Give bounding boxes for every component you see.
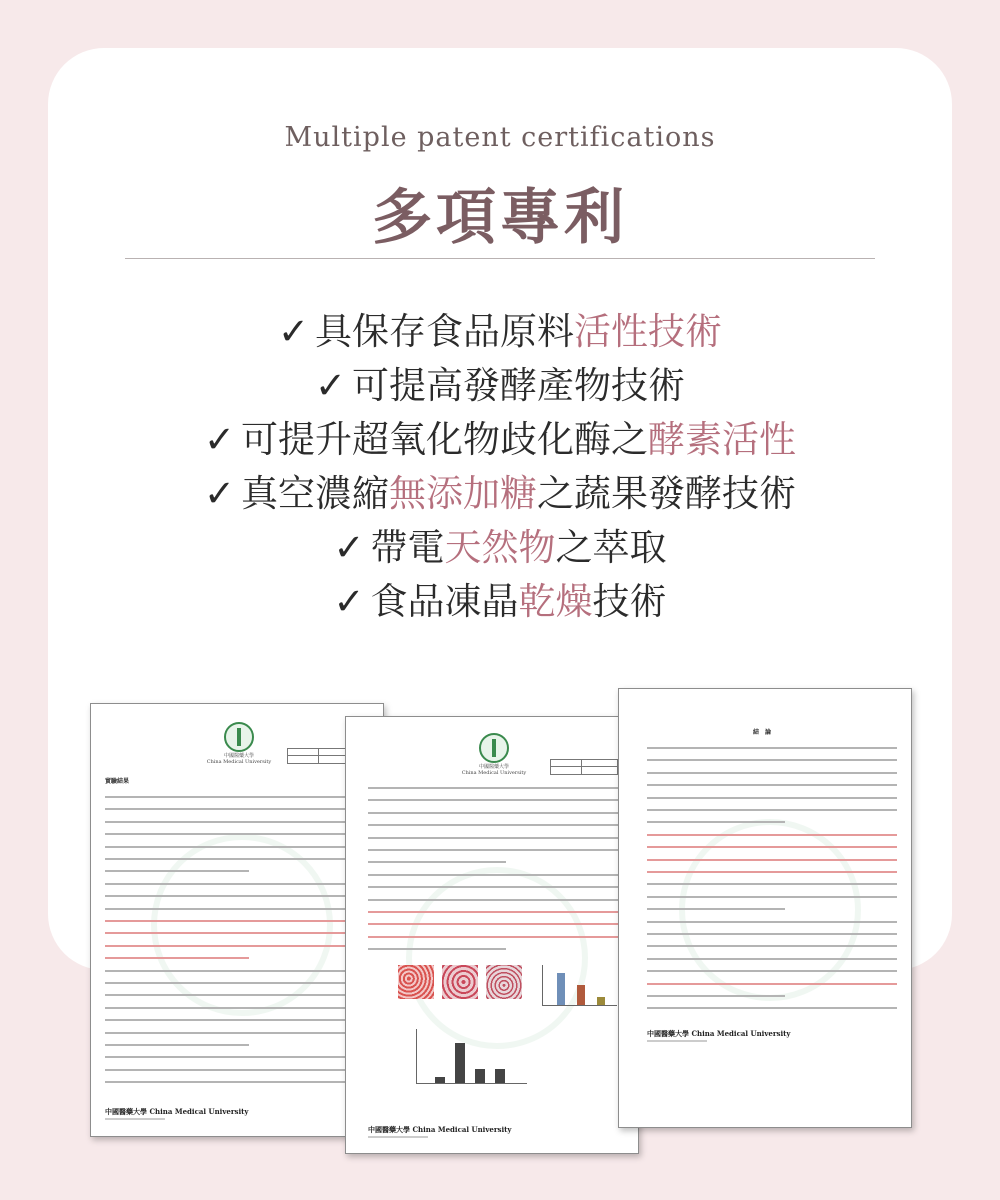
watermark-seal — [406, 867, 588, 1049]
doc-text-line — [105, 1019, 367, 1021]
doc-text-line — [105, 858, 367, 860]
check-icon: ✓ — [203, 472, 235, 515]
doc-footer: 中國醫藥大學 China Medical University — [105, 1107, 249, 1116]
doc-text-line — [368, 886, 618, 888]
check-icon: ✓ — [333, 580, 365, 623]
feature-item: ✓ 可提升超氧化物歧化酶之酵素活性 — [203, 418, 796, 461]
check-icon: ✓ — [203, 418, 235, 461]
doc-text-line — [105, 1056, 367, 1058]
feature-item: ✓ 具保存食品原料活性技術 — [277, 310, 722, 353]
doc-text-line — [647, 784, 897, 786]
doc-text-line — [105, 1007, 367, 1009]
doc-text-line — [105, 870, 249, 872]
doc-text-line — [647, 821, 785, 823]
feature-highlight: 無添加糖 — [389, 472, 537, 515]
doc-text-line — [647, 908, 785, 910]
doc-text-line — [368, 899, 618, 901]
doc-text-line — [368, 837, 618, 839]
micrograph-image — [398, 965, 434, 999]
doc-text-line — [105, 846, 367, 848]
doc-text-line — [105, 883, 367, 885]
doc-text-line — [105, 920, 367, 922]
feature-highlight: 活性技術 — [574, 310, 722, 353]
doc-text-line — [647, 883, 897, 885]
doc-text-line — [368, 911, 618, 913]
doc-text-line — [105, 994, 367, 996]
research-document-1 — [90, 703, 384, 1137]
bar-chart-figure — [416, 1029, 527, 1084]
doc-text-line — [105, 895, 367, 897]
feature-item: ✓ 帶電天然物之萃取 — [333, 526, 667, 569]
doc-text-line — [105, 796, 367, 798]
doc-text-line — [368, 849, 618, 851]
doc-text-line — [647, 921, 897, 923]
check-icon: ✓ — [314, 364, 346, 407]
doc-text-line — [647, 797, 897, 799]
feature-item: ✓ 食品凍晶乾燥技術 — [333, 580, 667, 623]
doc-text-line — [105, 945, 367, 947]
research-document-2 — [345, 716, 639, 1154]
doc-text-line — [105, 1032, 367, 1034]
feature-item: ✓ 真空濃縮無添加糖之蔬果發酵技術 — [203, 472, 796, 515]
doc-text-line — [105, 808, 367, 810]
bar-chart-figure — [542, 965, 617, 1006]
doc-text-line — [105, 970, 367, 972]
doc-text-line — [105, 957, 249, 959]
doc-text-line — [105, 982, 367, 984]
doc-text-line — [368, 812, 618, 814]
research-document-3 — [618, 688, 912, 1128]
doc-text-line — [647, 983, 897, 985]
doc-text-line — [368, 874, 618, 876]
doc-text-line — [105, 1069, 367, 1071]
page-title: 多項專利 — [372, 183, 628, 253]
doc-text-line — [368, 787, 618, 789]
doc-text-line — [105, 908, 367, 910]
doc-text-line — [647, 995, 785, 997]
doc-text-line — [368, 948, 506, 950]
feature-item: ✓ 可提高發酵產物技術 — [314, 364, 685, 407]
doc-text-line — [647, 846, 897, 848]
doc-text-line — [647, 871, 897, 873]
university-seal-icon — [479, 733, 509, 763]
micrograph-image — [486, 965, 522, 999]
doc-text-line — [368, 824, 618, 826]
micrograph-image — [442, 965, 478, 999]
doc-text-line — [105, 833, 367, 835]
watermark-seal — [151, 834, 333, 1016]
feature-highlight: 乾燥 — [518, 580, 593, 623]
doc-text-line — [368, 936, 618, 938]
doc-text-line — [368, 861, 506, 863]
doc-text-line — [647, 1007, 897, 1009]
doc-info-box — [550, 759, 618, 775]
doc-university-name: 中國醫藥大學 China Medical University — [461, 764, 527, 776]
doc-heading: 結 論 — [753, 729, 772, 736]
check-icon: ✓ — [333, 526, 365, 569]
doc-text-line — [105, 932, 367, 934]
doc-text-line — [647, 896, 897, 898]
doc-text-line — [105, 1081, 367, 1083]
doc-text-line — [647, 859, 897, 861]
doc-text-line — [647, 970, 897, 972]
doc-heading: 實驗結果 — [105, 778, 130, 785]
doc-footer: 中國醫藥大學 China Medical University — [368, 1125, 512, 1134]
doc-text-line — [647, 759, 897, 761]
doc-text-line — [368, 799, 618, 801]
doc-text-line — [105, 1044, 249, 1046]
doc-footer: 中國醫藥大學 China Medical University — [647, 1029, 791, 1038]
doc-text-line — [647, 958, 897, 960]
doc-text-line — [105, 821, 367, 823]
doc-text-line — [647, 747, 897, 749]
feature-list — [0, 305, 1000, 629]
divider — [125, 258, 875, 259]
doc-university-name: 中國醫藥大學 China Medical University — [206, 753, 272, 765]
feature-highlight: 天然物 — [444, 526, 556, 569]
subtitle: Multiple patent certifications — [284, 122, 716, 153]
doc-text-line — [647, 772, 897, 774]
university-seal-icon — [224, 722, 254, 752]
doc-text-line — [368, 923, 618, 925]
doc-text-line — [647, 809, 897, 811]
check-icon: ✓ — [277, 310, 309, 353]
doc-text-line — [647, 933, 897, 935]
doc-text-line — [647, 834, 897, 836]
doc-text-line — [647, 945, 897, 947]
feature-highlight: 酵素活性 — [648, 418, 796, 461]
